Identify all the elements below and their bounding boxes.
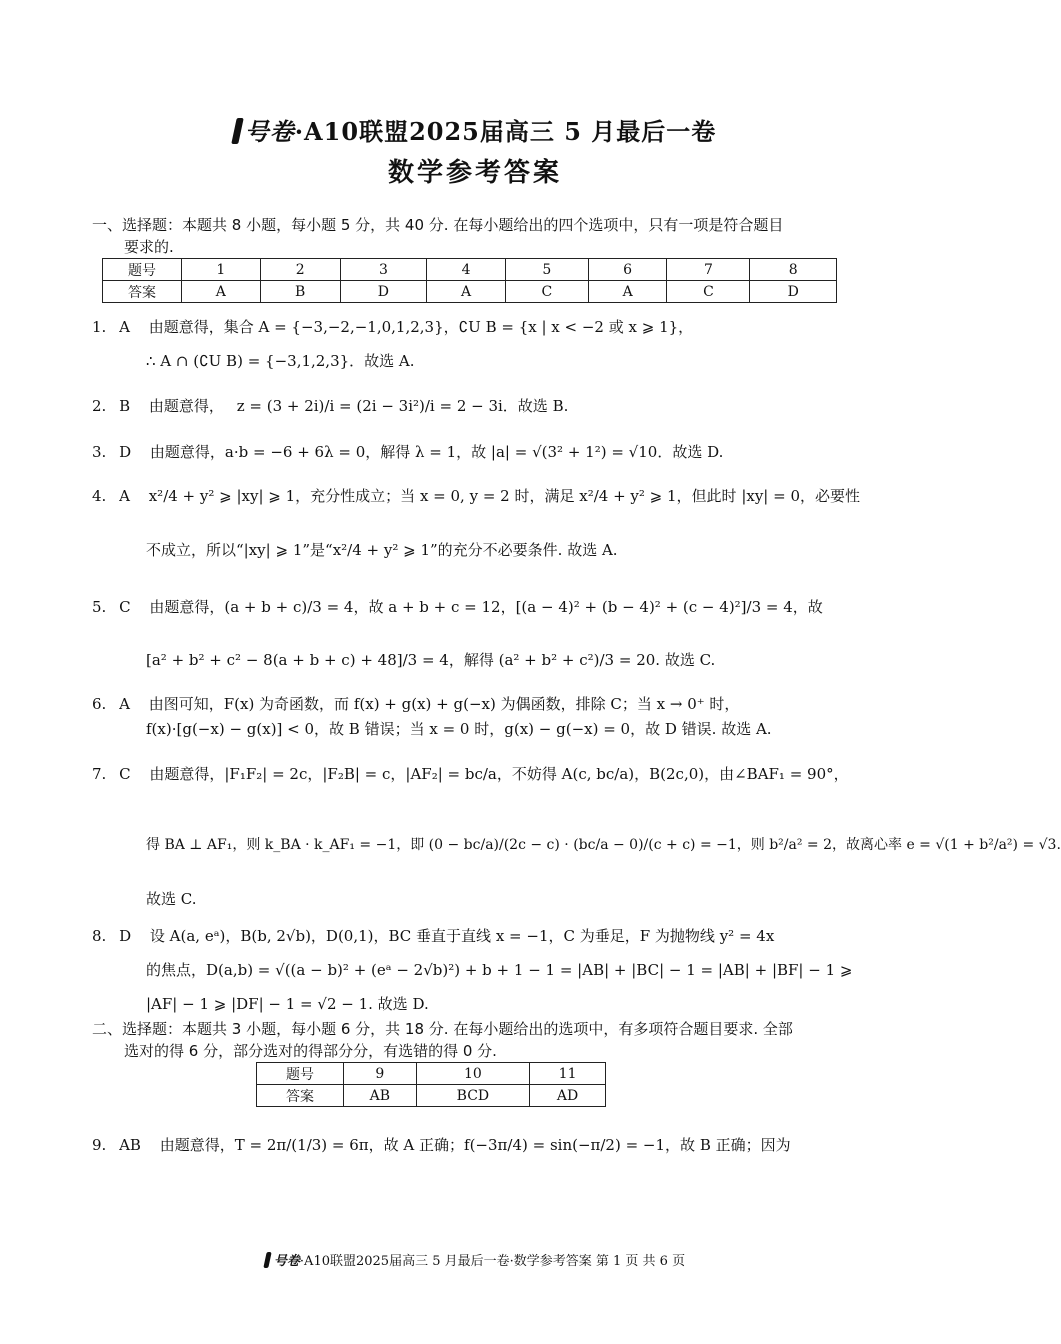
solution-expression: z = (3 + 2i)/i = (2i − 3i²)/i = 2 − 3i．故选 B. bbox=[236, 397, 569, 415]
table-cell: A bbox=[427, 281, 506, 303]
question-answer: A bbox=[119, 695, 130, 713]
solution-text: 由题意得，a·b = −6 + 6λ = 0，解得 λ = 1，故 |a| = √(3² + 1²) = √10．故选 D. bbox=[149, 443, 724, 461]
table-cell: 9 bbox=[344, 1063, 417, 1085]
table-row-answers bbox=[103, 281, 837, 303]
solution-q8-line2: 的焦点，D(a,b) = √((a − b)² + (eᵃ − 2√b)²) + b + 1 − 1 = |AB| + |BC| − 1 = |AB| + |BF| − 1 ⩾ bbox=[146, 961, 853, 979]
footer-text: ·A10联盟2025届高三 5 月最后一卷·数学参考答案 第 1 页 共 6 页 bbox=[299, 1254, 686, 1269]
page-title bbox=[0, 112, 950, 147]
solution-text: 设 A(a, eᵃ)，B(b, 2√b)，D(0,1)，BC 垂直于直线 x = −1，C 为垂足，F 为抛物线 y² = 4x bbox=[149, 927, 775, 945]
page-footer bbox=[0, 1250, 950, 1269]
question-number: 7. bbox=[92, 765, 107, 783]
solution-q7-line2: 得 BA ⊥ AF₁，则 k_BA · k_AF₁ = −1，即 (0 − bc/a)/(2c − c) · (bc/a − 0)/(c + c) = −1，则 b²/a² = 2，故离心率 e = √(1 + b²/a²) = √3. bbox=[146, 837, 1061, 853]
question-number: 5. bbox=[92, 598, 107, 616]
row-label: 题号 bbox=[257, 1063, 344, 1085]
question-number: 4. bbox=[92, 487, 107, 505]
table-row-numbers bbox=[257, 1063, 606, 1085]
solution-text: x²/4 + y² ⩾ |xy| ⩾ 1，充分性成立；当 x = 0, y = 2 时，满足 x²/4 + y² ⩾ 1，但此时 |xy| = 0，必要性 bbox=[148, 487, 861, 505]
table-cell: 5 bbox=[505, 259, 588, 281]
solution-q3 bbox=[92, 441, 723, 463]
solution-q1 bbox=[92, 316, 693, 338]
solution-text: 由图可知，F(x) 为奇函数，而 f(x) + g(x) + g(−x) 为偶函数，排除 C；当 x → 0⁺ 时， bbox=[148, 695, 740, 713]
title-line1: ·A10联盟2025届高三 5 月最后一卷 bbox=[294, 117, 717, 146]
table-cell: 8 bbox=[750, 259, 837, 281]
question-answer: AB bbox=[119, 1136, 141, 1154]
answer-table-1 bbox=[102, 258, 837, 303]
table-cell: BCD bbox=[416, 1085, 530, 1107]
table-cell: 1 bbox=[182, 259, 261, 281]
section2-heading-line1: 二、选择题：本题共 3 小题，每小题 6 分，共 18 分. 在每小题给出的选项中，有多项符合题目要求. 全部 bbox=[92, 1020, 793, 1038]
question-answer: B bbox=[119, 397, 131, 415]
table-cell: A bbox=[182, 281, 261, 303]
question-number: 2. bbox=[92, 397, 107, 415]
solution-text: 由题意得，集合 A = {−3,−2,−1,0,1,2,3}，∁U B = {x | x < −2 或 x ⩾ 1}， bbox=[148, 318, 694, 336]
question-answer: D bbox=[119, 443, 132, 461]
brand-logo: 号卷 bbox=[234, 112, 295, 147]
answer-table-2 bbox=[256, 1062, 606, 1107]
solution-q4 bbox=[92, 485, 860, 507]
solution-q5-line2: [a² + b² + c² − 8(a + b + c) + 48]/3 = 4，解得 (a² + b² + c²)/3 = 20. 故选 C. bbox=[146, 651, 716, 669]
solution-q1-line2: ∴ A ∩ (∁U B) = {−3,1,2,3}．故选 A. bbox=[146, 352, 415, 370]
solution-q6-line2: f(x)·[g(−x) − g(x)] < 0，故 B 错误；当 x = 0 时，g(x) − g(−x) = 0，故 D 错误. 故选 A. bbox=[146, 720, 772, 738]
table-cell: 3 bbox=[340, 259, 427, 281]
table-cell: C bbox=[667, 281, 750, 303]
solution-q7-line3: 故选 C. bbox=[146, 890, 197, 908]
question-answer: C bbox=[119, 598, 131, 616]
row-label: 答案 bbox=[257, 1085, 344, 1107]
table-cell: C bbox=[505, 281, 588, 303]
section1-heading-line1: 一、选择题：本题共 8 小题，每小题 5 分，共 40 分. 在每小题给出的四个选项中，只有一项是符合题目 bbox=[92, 216, 784, 234]
solution-q7 bbox=[92, 763, 849, 785]
solution-q8 bbox=[92, 925, 774, 947]
table-cell: B bbox=[260, 281, 340, 303]
solution-text: 由题意得，|F₁F₂| = 2c，|F₂B| = c，|AF₂| = bc/a，不妨得 A(c, bc/a)，B(2c,0)，由∠BAF₁ = 90°， bbox=[149, 765, 849, 783]
table-cell: AB bbox=[344, 1085, 417, 1107]
question-number: 9. bbox=[92, 1136, 107, 1154]
section1-heading-line2: 要求的. bbox=[124, 238, 174, 256]
footer-logo: 号卷 bbox=[265, 1250, 300, 1269]
table-cell: 6 bbox=[588, 259, 667, 281]
table-row-numbers bbox=[103, 259, 837, 281]
table-cell: D bbox=[340, 281, 427, 303]
row-label: 答案 bbox=[103, 281, 182, 303]
table-cell: A bbox=[588, 281, 667, 303]
solution-q4-line2: 不成立，所以“|xy| ⩾ 1”是“x²/4 + y² ⩾ 1”的充分不必要条件. 故选 A. bbox=[146, 541, 618, 559]
solution-text: 由题意得，T = 2π/(1/3) = 6π，故 A 正确；f(−3π/4) = sin(−π/2) = −1，故 B 正确；因为 bbox=[159, 1136, 791, 1154]
question-number: 1. bbox=[92, 318, 107, 336]
question-answer: A bbox=[119, 318, 130, 336]
solution-q9 bbox=[92, 1134, 791, 1156]
table-row-answers bbox=[257, 1085, 606, 1107]
question-number: 6. bbox=[92, 695, 107, 713]
subtitle: 数学参考答案 bbox=[387, 158, 562, 188]
table-cell: 4 bbox=[427, 259, 506, 281]
solution-text: 由题意得，(a + b + c)/3 = 4，故 a + b + c = 12，[(a − 4)² + (b − 4)² + (c − 4)²]/3 = 4，故 bbox=[149, 598, 823, 616]
table-cell: AD bbox=[530, 1085, 606, 1107]
table-cell: 7 bbox=[667, 259, 750, 281]
row-label: 题号 bbox=[103, 259, 182, 281]
solution-text: 由题意得， bbox=[148, 397, 224, 415]
table-cell: 2 bbox=[260, 259, 340, 281]
section2-heading-line2: 选对的得 6 分，部分选对的得部分分，有选错的得 0 分. bbox=[124, 1042, 497, 1060]
question-number: 3. bbox=[92, 443, 107, 461]
solution-q2 bbox=[92, 395, 568, 417]
solution-q5 bbox=[92, 596, 823, 618]
solution-q6 bbox=[92, 693, 739, 715]
table-cell: D bbox=[750, 281, 837, 303]
table-cell: 10 bbox=[416, 1063, 530, 1085]
question-number: 8. bbox=[92, 927, 107, 945]
question-answer: C bbox=[119, 765, 131, 783]
table-cell: 11 bbox=[530, 1063, 606, 1085]
solution-q8-line3: |AF| − 1 ⩾ |DF| − 1 = √2 − 1. 故选 D. bbox=[146, 995, 429, 1013]
question-answer: D bbox=[119, 927, 132, 945]
question-answer: A bbox=[119, 487, 130, 505]
